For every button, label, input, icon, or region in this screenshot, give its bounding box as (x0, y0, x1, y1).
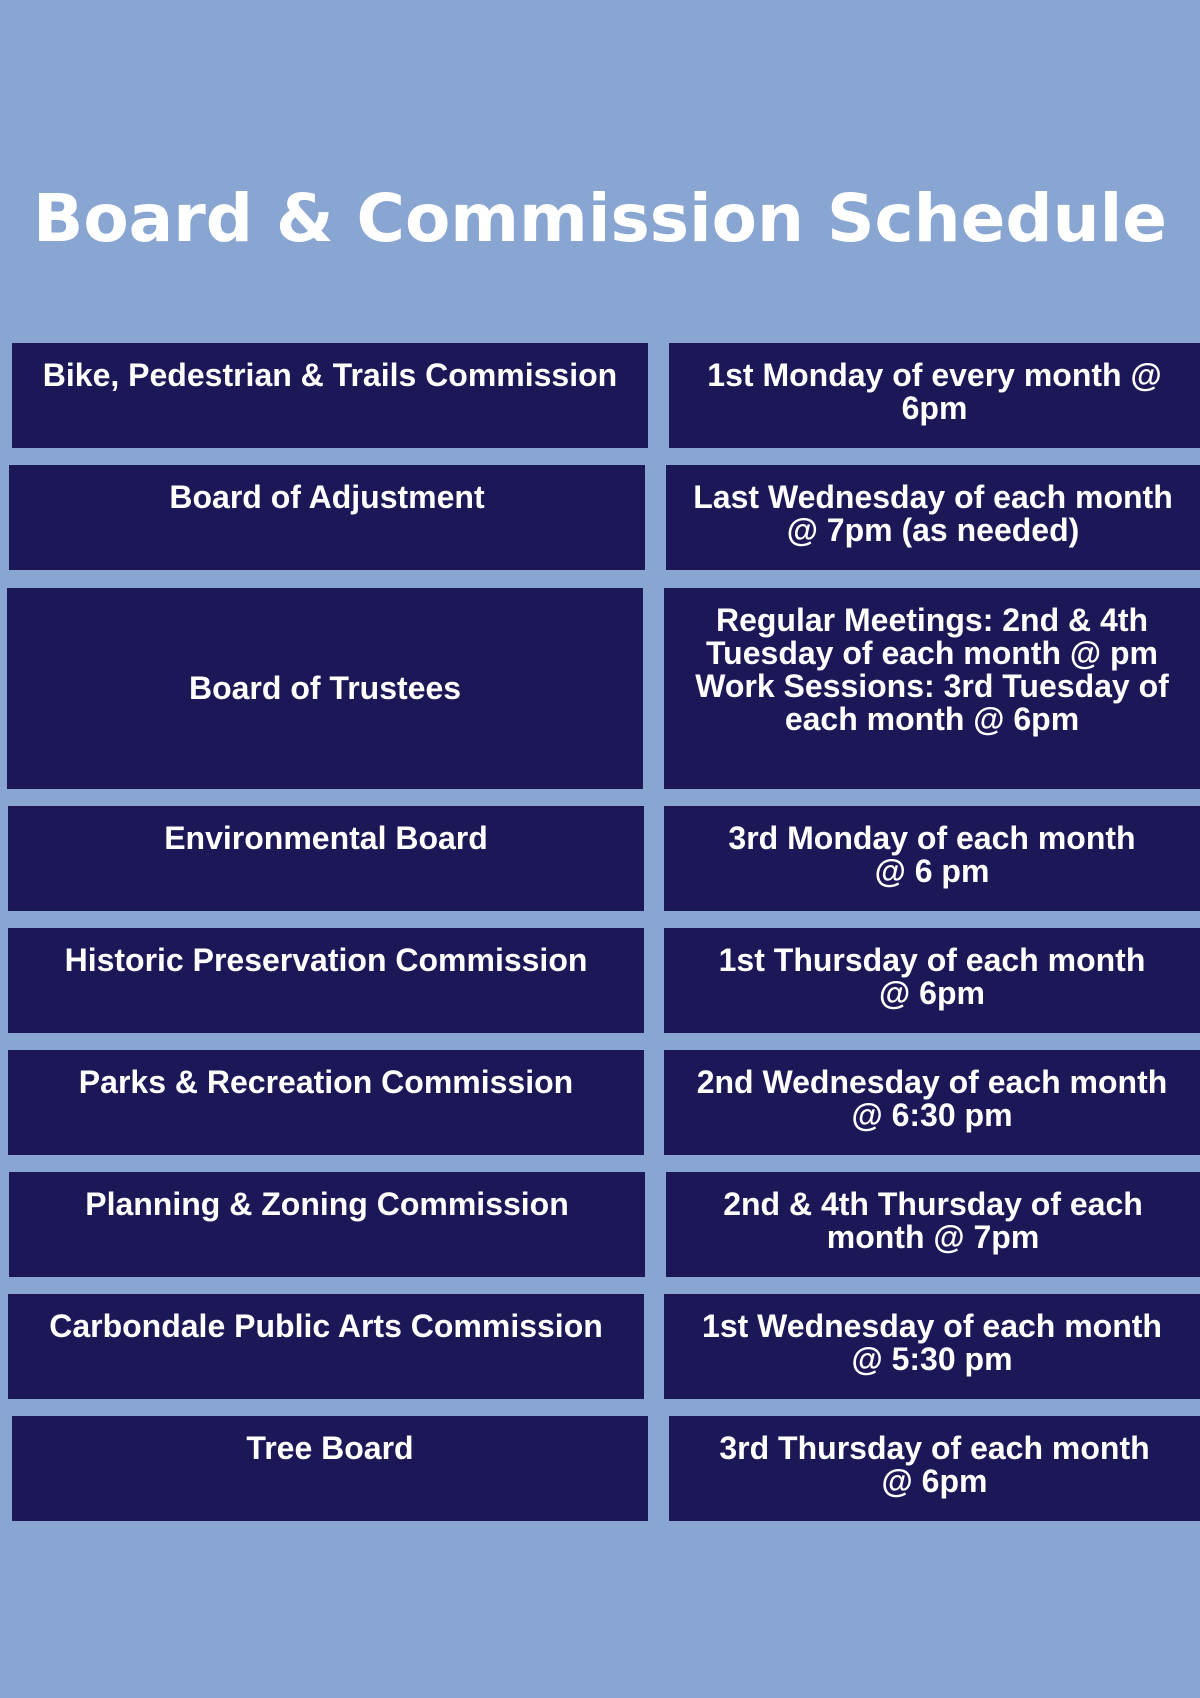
schedule-cell (664, 588, 1200, 789)
schedule-line: Tuesday of each month @ pm (706, 635, 1158, 671)
schedule-line: each month @ 6pm (784, 701, 1080, 737)
schedule-line: 3rd Monday of each month (728, 820, 1136, 856)
board-name-cell (9, 1172, 645, 1277)
schedule-line: @ 7pm (as needed) (786, 512, 1080, 548)
schedule-line: 2nd & 4th Thursday of each (723, 1186, 1143, 1222)
board-name: Planning & Zoning Commission (85, 1186, 569, 1222)
schedule-line: Last Wednesday of each month (693, 479, 1173, 515)
schedule-line: 6pm (901, 390, 968, 426)
schedule-cell (666, 1172, 1200, 1277)
schedule-line: 1st Thursday of each month (718, 942, 1146, 978)
schedule-line: @ 6 pm (874, 853, 990, 889)
board-name-cell (8, 928, 644, 1033)
schedule-line: @ 6pm (879, 975, 985, 1011)
schedule-line: @ 5:30 pm (851, 1341, 1013, 1377)
board-name-cell (8, 1294, 644, 1399)
board-name: Board of Adjustment (169, 479, 485, 515)
schedule-line: Work Sessions: 3rd Tuesday of (695, 668, 1169, 704)
schedule-line: @ 6pm (881, 1463, 988, 1499)
schedule-cell (664, 1050, 1200, 1155)
page-title: Board & Commission Schedule (33, 180, 1167, 257)
board-name-cell (8, 806, 644, 911)
board-name: Tree Board (246, 1430, 414, 1466)
board-name-cell (12, 1416, 648, 1521)
board-name: Environmental Board (164, 820, 488, 856)
schedule-cell (669, 343, 1200, 448)
schedule-cell (664, 928, 1200, 1033)
schedule-cell (669, 1416, 1200, 1521)
schedule-line: 1st Wednesday of each month (702, 1308, 1162, 1344)
schedule-line: 3rd Thursday of each month (719, 1430, 1150, 1466)
schedule-line: 1st Monday of every month @ (707, 357, 1162, 393)
board-name: Bike, Pedestrian & Trails Commission (42, 357, 618, 393)
board-name-cell (9, 465, 645, 570)
board-name: Historic Preservation Commission (64, 942, 588, 978)
board-name-cell (7, 588, 643, 789)
schedule-line: 2nd Wednesday of each month (696, 1064, 1168, 1100)
board-name-cell (12, 343, 648, 448)
schedule-line: @ 6:30 pm (851, 1097, 1013, 1133)
board-name: Carbondale Public Arts Commission (49, 1308, 603, 1344)
board-name-cell (8, 1050, 644, 1155)
schedule-line: Regular Meetings: 2nd & 4th (715, 602, 1149, 638)
board-name: Board of Trustees (188, 670, 462, 706)
schedule-line: month @ 7pm (826, 1219, 1040, 1255)
schedule-cell (664, 806, 1200, 911)
board-name: Parks & Recreation Commission (78, 1064, 574, 1100)
schedule-cell (666, 465, 1200, 570)
schedule-cell (664, 1294, 1200, 1399)
